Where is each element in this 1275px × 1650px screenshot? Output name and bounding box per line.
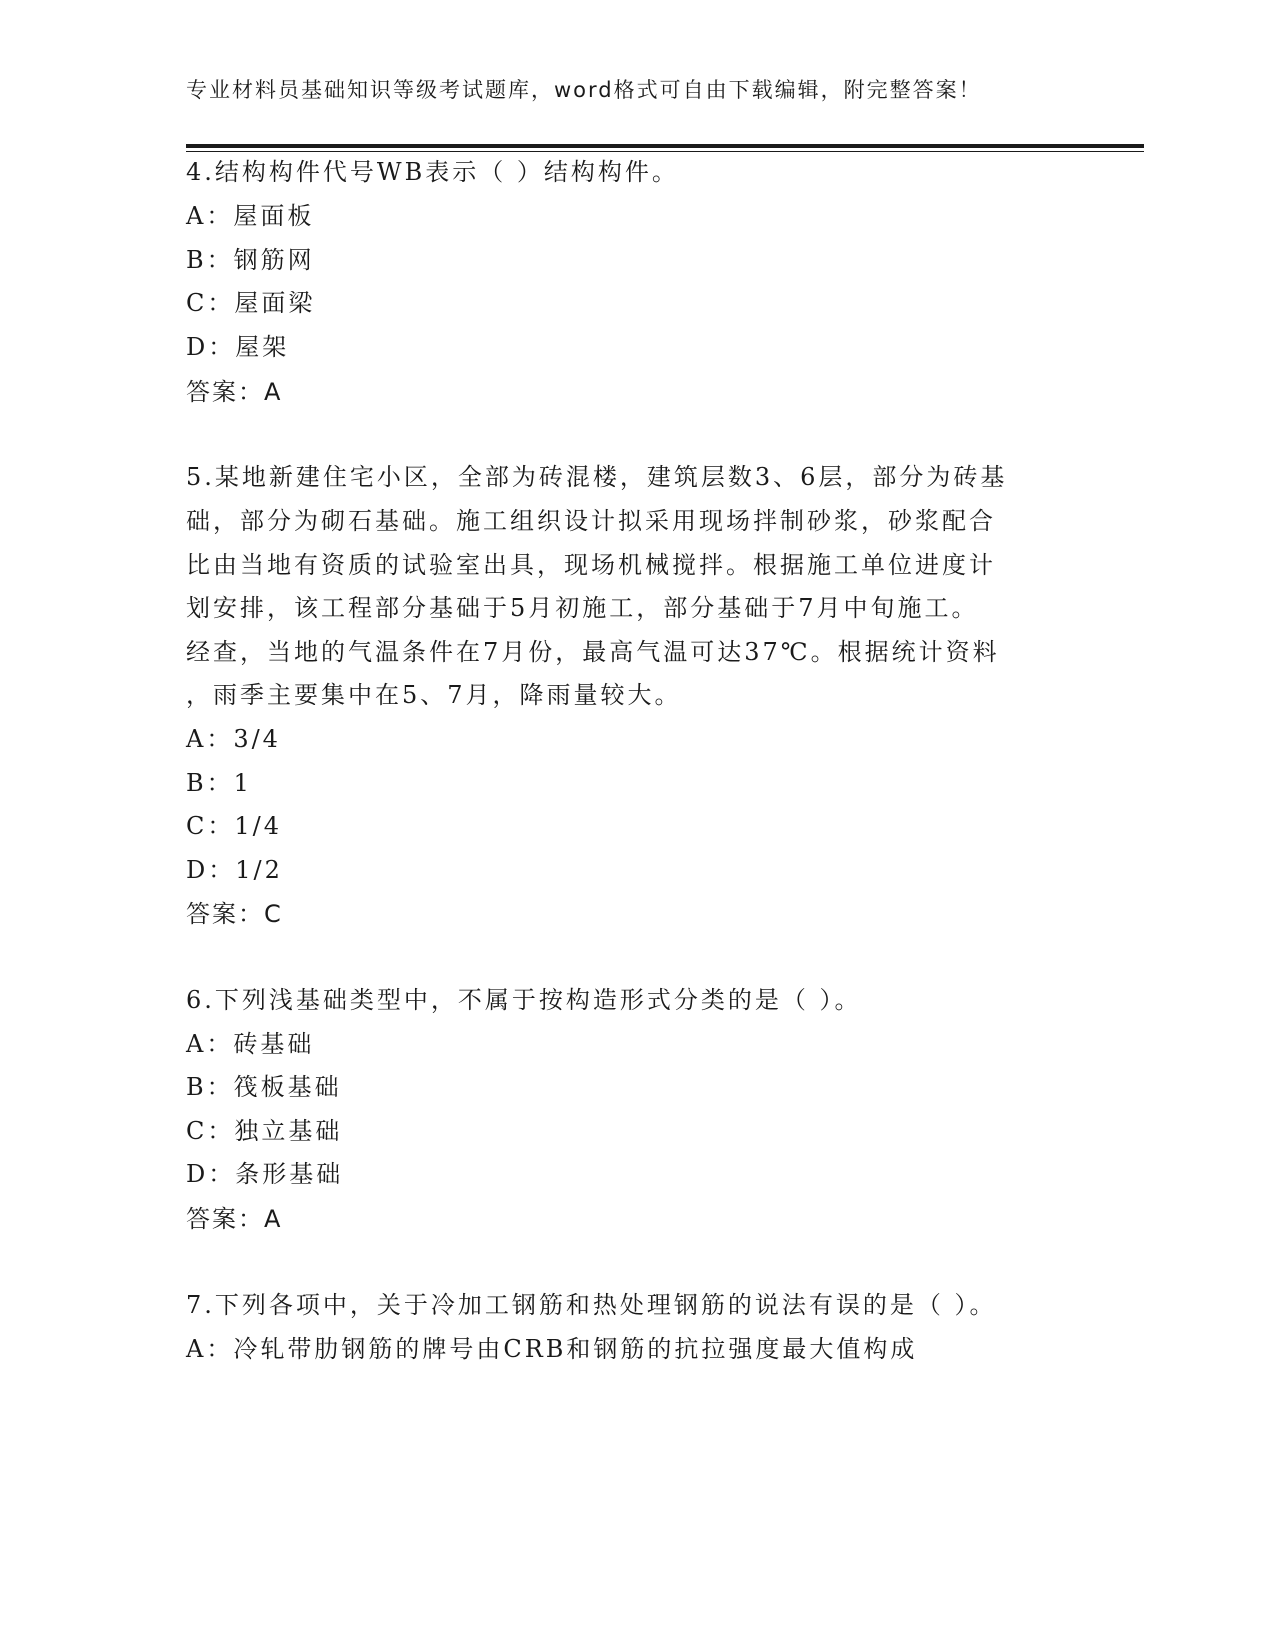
question-6-option-a: A：砖基础 <box>186 1030 315 1058</box>
question-5-stem-line-3: 比由当地有资质的试验室出具，现场机械搅拌。根据施工单位进度计 <box>186 551 996 579</box>
question-6-answer: 答案：A <box>186 1205 283 1233</box>
question-5-stem-line-5: 经查，当地的气温条件在7月份，最高气温可达37℃。根据统计资料 <box>186 638 1000 666</box>
question-4-option-c: C：屋面梁 <box>186 289 316 317</box>
question-4-option-d: D：屋架 <box>186 333 290 361</box>
question-4-stem: 4.结构构件代号WB表示（ ）结构构件。 <box>186 158 679 186</box>
question-5-option-d: D：1/2 <box>186 856 283 884</box>
question-6-stem: 6.下列浅基础类型中，不属于按构造形式分类的是（ ）。 <box>186 986 862 1014</box>
question-7-option-a: A：冷轧带肋钢筋的牌号由CRB和钢筋的抗拉强度最大值构成 <box>186 1335 918 1363</box>
question-5-stem-line-6: ，雨季主要集中在5、7月，降雨量较大。 <box>186 681 682 709</box>
question-5-answer: 答案：C <box>186 900 283 928</box>
question-4-answer: 答案：A <box>186 378 283 406</box>
question-5-option-c: C：1/4 <box>186 812 282 840</box>
question-7-stem: 7.下列各项中，关于冷加工钢筋和热处理钢筋的说法有误的是（ ）。 <box>186 1291 997 1319</box>
question-5-stem-line-4: 划安排，该工程部分基础于5月初施工，部分基础于7月中旬施工。 <box>186 594 979 622</box>
question-5-option-a: A：3/4 <box>186 725 281 753</box>
header-rule-thick <box>186 144 1144 148</box>
question-6-option-d: D：条形基础 <box>186 1160 344 1188</box>
question-5-stem-line-1: 5.某地新建住宅小区，全部为砖混楼，建筑层数3、6层，部分为砖基 <box>186 463 1008 491</box>
header-rule-thin <box>186 151 1144 152</box>
question-4-option-b: B：钢筋网 <box>186 246 315 274</box>
question-6-option-b: B：筏板基础 <box>186 1073 342 1101</box>
question-4-option-a: A：屋面板 <box>186 202 315 230</box>
question-6-option-c: C：独立基础 <box>186 1117 343 1145</box>
question-5-option-b: B：1 <box>186 769 252 797</box>
page-header: 专业材料员基础知识等级考试题库，word格式可自由下载编辑，附完整答案！ <box>186 78 982 102</box>
question-5-stem-line-2: 础，部分为砌石基础。施工组织设计拟采用现场拌制砂浆，砂浆配合 <box>186 507 996 535</box>
